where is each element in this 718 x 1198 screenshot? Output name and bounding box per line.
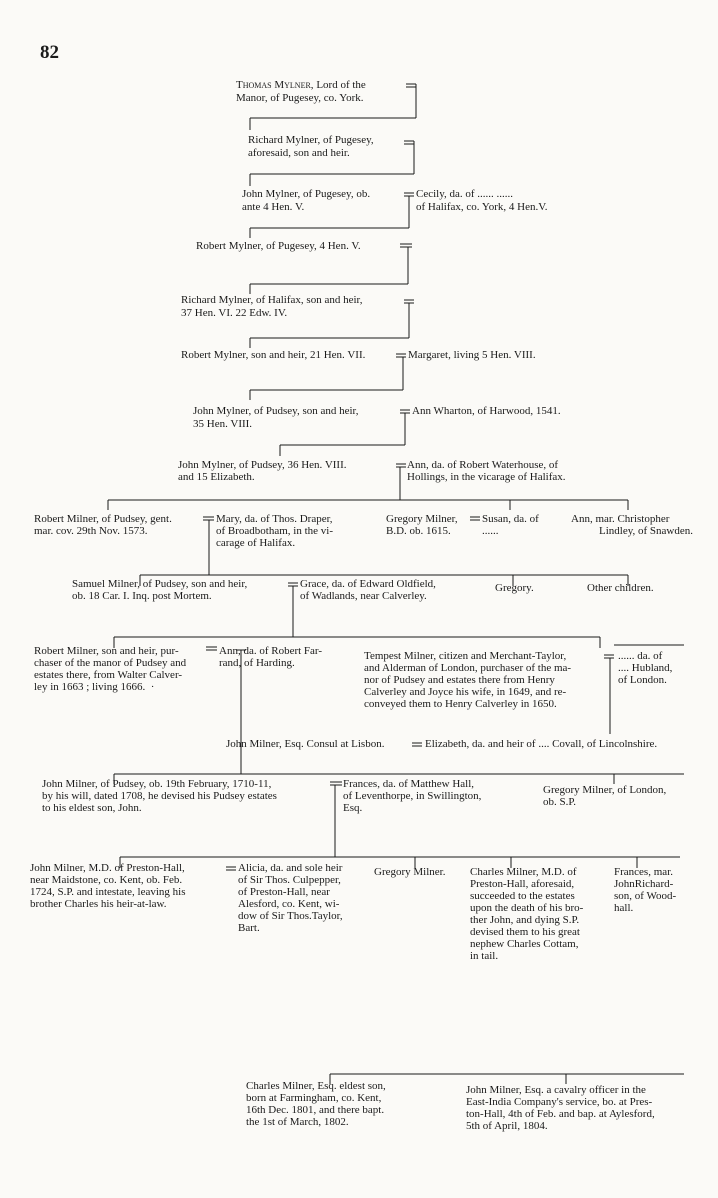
entry-ann-farrand-line2: rand, of Harding. [219,657,295,669]
entry-john-milner-4-line2: by his will, dated 1708, he devised his Pudsey estates [42,790,277,802]
entry-thomas-mylner: Thomas Mylner, Lord of the [236,79,366,91]
entry-samuel-milner: Samuel Milner, of Pudsey, son and heir, [72,578,248,590]
entry-alicia-line3: of Preston-Hall, near [238,886,330,898]
entry-charles-esq-line2: born at Farmingham, co. Kent, [246,1092,382,1104]
entry-ann-farrand: Ann, da. of Robert Far- [219,645,323,657]
entry-mary-line2: of Broadbotham, in the vi- [216,525,334,537]
entry-robert-milner-3: Robert Milner, of Pudsey, gent. [34,513,172,525]
entry-robert-milner-3-line2: mar. cov. 29th Nov. 1573. [34,525,148,537]
entry-john-milner-md-line2: near Maidstone, co. Kent, ob. Feb. [30,874,183,886]
entry-alicia-line6: Bart. [238,922,260,934]
entry-robert-milner-4-line3: estates there, from Walter Calver- [34,669,183,681]
entry-john-cavalry-line2: East-India Company's service, bo. at Pres- [466,1096,653,1108]
page-number: 82 [40,42,59,63]
entry-john-mylner-1-line2: ante 4 Hen. V. [242,201,305,213]
entry-tempest-line2: and Alderman of London, purchaser of the ma- [364,662,572,674]
entry-charles-md-line6: devised them to his great [470,926,580,938]
entry-john-milner-md: John Milner, M.D. of Preston-Hall, [30,862,185,874]
entry-richard-mylner-2-line2: 37 Hen. VI. 22 Edw. IV. [181,307,288,319]
entry-charles-esq-line4: the 1st of March, 1802. [246,1116,349,1128]
entry-john-cavalry-line3: ton-Hall, 4th of Feb. and bap. at Aylesford, [466,1108,655,1120]
entry-robert-milner-4: Robert Milner, son and heir, pur- [34,645,179,657]
entry-john-mylner-2: John Mylner, of Pudsey, son and heir, [193,405,359,417]
entry-john-mylner-1: John Mylner, of Pugesey, ob. [242,188,371,200]
entry-susan-line2: ...... [482,525,499,537]
entry-frances-hall: Frances, da. of Matthew Hall, [343,778,475,790]
entry-mary-line3: carage of Halifax. [216,537,296,549]
entry-susan: Susan, da. of [482,513,539,525]
entry-frances-richardson-line3: son, of Wood- [614,890,677,902]
entry-robert-mylner-1: Robert Mylner, of Pugesey, 4 Hen. V. [196,240,361,252]
entry-charles-esq-line3: 16th Dec. 1801, and there bapt. [246,1104,385,1116]
entry-gregory-2: Gregory. [495,582,534,594]
entry-cecily-line2: of Halifax, co. York, 4 Hen.V. [416,201,548,213]
entry-hubland-line3: of London. [618,674,667,686]
entry-samuel-milner-line2: ob. 18 Car. I. Inq. post Mortem. [72,590,212,602]
entry-john-milner-md-line4: brother Charles his heir-at-law. [30,898,167,910]
entry-frances-richardson: Frances, mar. [614,866,673,878]
entry-richard-line2: aforesaid, son and heir. [248,147,350,159]
entry-frances-richardson-line2: JohnRichard- [614,878,674,890]
entry-gregory-milner-1: Gregory Milner, [386,513,458,525]
entry-elizabeth-covall: Elizabeth, da. and heir of .... Covall, of Lincolnshire. [425,738,658,750]
entry-gregory-milner-3: Gregory Milner, of London, [543,784,667,796]
entry-grace-line2: of Wadlands, near Calverley. [300,590,427,602]
entry-gregory-milner-4: Gregory Milner. [374,866,446,878]
entry-gregory-milner-1-line2: B.D. ob. 1615. [386,525,451,537]
entry-john-mylner-2-line2: 35 Hen. VIII. [193,418,253,430]
entry-robert-milner-4-line4: ley in 1663 ; living 1666. · [34,681,155,693]
entry-charles-md-line4: upon the death of his bro- [470,902,584,914]
entry-alicia-culpepper: Alicia, da. and sole heir [238,862,343,874]
entry-ann-wharton: Ann Wharton, of Harwood, 1541. [412,405,561,417]
entry-john-milner-4: John Milner, of Pudsey, ob. 19th February, 1710-11, [42,778,272,790]
entry-charles-md-line3: succeeded to the estates [470,890,575,902]
entry-other-children: Other children. [587,582,654,594]
entry-charles-md-line8: in tail. [470,950,499,962]
entry-gregory-milner-3-line2: ob. S.P. [543,796,577,808]
entry-charles-milner-md: Charles Milner, M.D. of [470,866,577,878]
entry-cecily: Cecily, da. of ...... ...... [416,188,514,200]
entry-tempest-milner: Tempest Milner, citizen and Merchant-Taylor, [364,650,567,662]
entry-thomas-line2: Manor, of Pugesey, co. York. [236,92,364,104]
entry-robert-milner-4-line2: chaser of the manor of Pudsey and [34,657,187,669]
entry-richard-mylner: Richard Mylner, of Pugesey, [248,134,374,146]
entry-hubland: ...... da. of [618,650,663,662]
entry-john-mylner-3: John Mylner, of Pudsey, 36 Hen. VIII. [178,459,347,471]
entry-john-milner-4-line3: to his eldest son, John. [42,802,142,814]
entry-alicia-line5: dow of Sir Thos.Taylor, [238,910,343,922]
entry-alicia-line2: of Sir Thos. Culpepper, [238,874,341,886]
entry-robert-mylner-2: Robert Mylner, son and heir, 21 Hen. VII. [181,349,366,361]
entry-john-milner-cavalry: John Milner, Esq. a cavalry officer in the [466,1084,646,1096]
entry-margaret: Margaret, living 5 Hen. VIII. [408,349,536,361]
entry-charles-md-line5: ther John, and dying S.P. [470,914,580,926]
entry-john-consul: John Milner, Esq. Consul at Lisbon. [226,738,385,750]
entry-ann-waterhouse-line2: Hollings, in the vicarage of Halifax. [407,471,566,483]
entry-mary-draper: Mary, da. of Thos. Draper, [216,513,333,525]
entry-ann-lindley-line2: Lindley, of Snawden. [599,525,693,537]
entry-charles-md-line2: Preston-Hall, aforesaid, [470,878,575,890]
entry-ann-waterhouse: Ann, da. of Robert Waterhouse, of [407,459,559,471]
entry-charles-milner-esq: Charles Milner, Esq. eldest son, [246,1080,386,1092]
entry-tempest-line5: conveyed them to Henry Calverley in 1650. [364,698,557,710]
entry-tempest-line3: nor of Pudsey and estates there from Henry [364,674,555,686]
entry-ann-lindley: Ann, mar. Christopher [571,513,670,525]
entry-john-mylner-3-line2: and 15 Elizabeth. [178,471,255,483]
entry-richard-mylner-2: Richard Mylner, of Halifax, son and heir, [181,294,363,306]
entry-john-milner-md-line3: 1724, S.P. and intestate, leaving his [30,886,186,898]
entry-frances-hall-line3: Esq. [343,802,363,814]
entry-tempest-line4: Calverley and Joyce his wife, in 1649, and re- [364,686,567,698]
entry-alicia-line4: Alesford, co. Kent, wi- [238,898,340,910]
entry-john-cavalry-line4: 5th of April, 1804. [466,1120,548,1132]
entry-hubland-line2: .... Hubland, [618,662,673,674]
entry-charles-md-line7: nephew Charles Cottam, [470,938,579,950]
entry-grace-oldfield: Grace, da. of Edward Oldfield, [300,578,436,590]
entry-frances-hall-line2: of Leventhorpe, in Swillington, [343,790,482,802]
entry-frances-richardson-line4: hall. [614,902,634,914]
